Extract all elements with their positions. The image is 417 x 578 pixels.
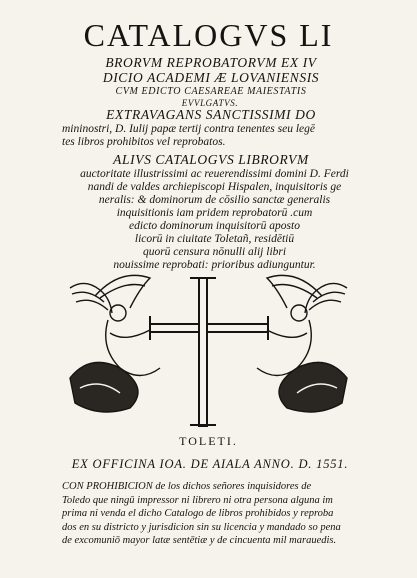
alius-text xyxy=(62,168,367,272)
evulgatus-line: EVVLGATVS. xyxy=(181,98,239,108)
subtitle-line: DICIO ACADEMI Æ LOVANIENSIS xyxy=(102,70,320,85)
left-angel-icon xyxy=(70,275,160,412)
woodcut-emblem xyxy=(0,258,417,428)
alius-line: nandi de valdes archiepiscopi Hispalen, inquisitoris ge xyxy=(87,181,342,193)
page-title: CATALOGVS LI xyxy=(83,17,334,53)
notice-line: dos en su districto y jurisdicion sin su licencia y mandado so pena xyxy=(62,521,341,533)
alius-line: auctoritate illustrissimi ac reuerendissimi domini D. Ferdi xyxy=(80,168,349,180)
notice-line: Toledo que ningū impressor ni librero ni otra persona alguna im xyxy=(62,494,333,506)
place-of-printing: TOLETI. xyxy=(179,434,238,448)
alius-line: nouissime reprobati: prioribus adiunguntur. xyxy=(113,259,316,271)
prohibition-notice xyxy=(62,480,382,548)
right-angel-icon xyxy=(257,275,347,412)
alius-line: neralis: & dominorum de cōsilio sanctæ generalis xyxy=(98,194,331,206)
subtitle-block xyxy=(36,55,386,98)
notice-line: de excomuniō mayor latæ sentētiæ y de cincuenta mil marauedis. xyxy=(62,535,337,546)
extravagans-line: mininostri, D. Iulij papæ tertij contra tenentes seu legē xyxy=(62,123,315,135)
alius-line: edicto dominorum inquisitorū aposto xyxy=(129,220,300,232)
subtitle-line: CVM EDICTO CAESAREAE MAIESTATIS xyxy=(115,86,307,97)
notice-line: CON PROHIBICION de los dichos señores inquisidores de xyxy=(62,481,312,492)
subtitle-line: BRORVM REPROBATORVM EX IV xyxy=(105,55,317,70)
imprint-line: EX OFFICINA IOA. DE AIALA ANNO. D. 1551. xyxy=(71,457,349,471)
alius-line: licorū in ciuitate Toletañ, residētiū xyxy=(134,233,295,245)
extravagans-line: tes libros prohibitos vel reprobatos. xyxy=(62,136,226,148)
alius-line: quorū censura nōnulli alij libri xyxy=(142,246,287,258)
extravagans-heading: EXTRAVAGANS SANCTISSIMI DO xyxy=(106,107,316,122)
notice-line: prima ni venda el dicho Catalogo de libros prohibidos y reproba xyxy=(62,508,334,519)
extravagans-text xyxy=(62,123,367,149)
alius-line: inquisitionis iam pridem reprobatorū .cum xyxy=(116,207,313,219)
alius-heading: ALIVS CATALOGVS LIBRORVM xyxy=(113,152,309,167)
cross-icon xyxy=(150,278,268,426)
